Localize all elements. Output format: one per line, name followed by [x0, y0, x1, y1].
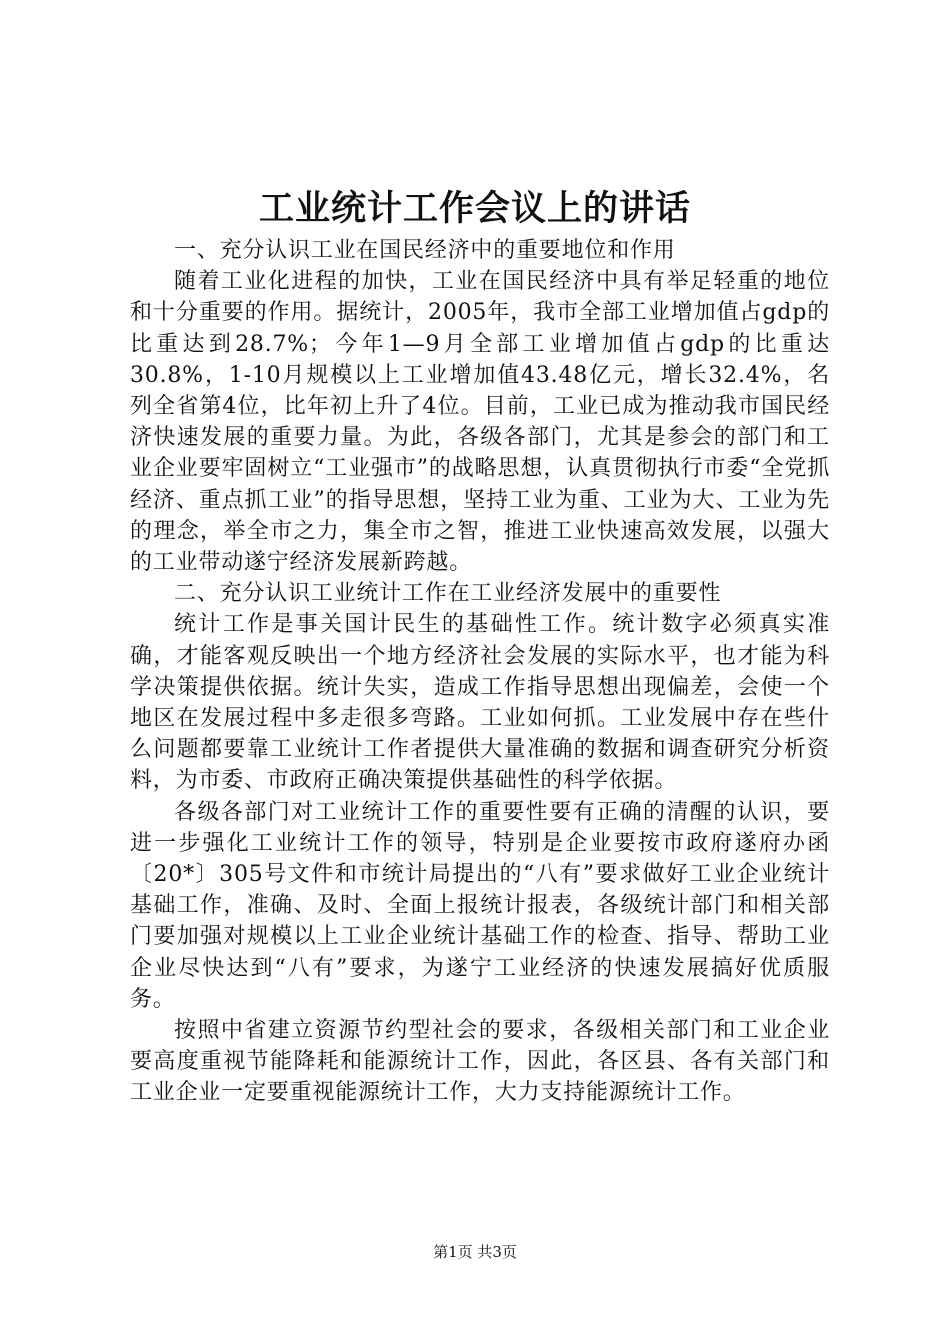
document-title: 工业统计工作会议上的讲话	[258, 188, 691, 229]
paragraph: 随着工业化进程的加快，工业在国民经济中具有举足轻重的地位和十分重要的作用。据统计，2005年，我市全部工业增加值占gdp的比重达到28.7%；今年1—9月全部工业增加值占gdp的比重达30.8%，1-10月规模以上工业增加值43.48亿元，增长32.4%，名列全省第4位，比年初上升了4位。目前，工业已成为推动我市国民经济快速发展的重要力量。为此，各级各部门，尤其是参会的部门和工业企业要牢固树立“工业强市”的战略思想，认真贯彻执行市委“全党抓经济、重点抓工业”的指导思想，坚持工业为重、工业为大、工业为先的理念，举全市之力，集全市之智，推进工业快速高效发展，以强大的工业带动遂宁经济发展新跨越。	[130, 269, 830, 576]
paragraph: 各级各部门对工业统计工作的重要性要有正确的清醒的认识，要进一步强化工业统计工作的领导，特别是企业要按市政府遂府办函〔20*〕305号文件和市统计局提出的“八有”要求做好工业企业统计基础工作，准确、及时、全面上报统计报表，各级统计部门和相关部门要加强对规模以上工业企业统计基础工作的检查、指导、帮助工业企业尽快达到“八有”要求，为遂宁工业经济的快速发展搞好优质服务。	[130, 799, 830, 1012]
section-heading: 二、充分认识工业统计工作在工业经济发展中的重要性	[174, 581, 722, 607]
section-heading: 一、充分认识工业在国民经济中的重要地位和作用	[174, 238, 676, 263]
paragraph: 统计工作是事关国计民生的基础性工作。统计数字必须真实准确，才能客观反映出一个地方经济社会发展的实际水平，也才能为科学决策提供依据。统计失实，造成工作指导思想出现偏差，会使一个地区在发展过程中多走很多弯路。工业如何抓。工业发展中存在些什么问题都要靠工业统计工作者提供大量准确的数据和调查研究分析资料，为市委、市政府正确决策提供基础性的科学依据。	[130, 612, 830, 794]
page-number-footer: 第1页 共3页	[433, 1243, 517, 1261]
document-body	[130, 235, 830, 1109]
paragraph: 按照中省建立资源节约型社会的要求，各级相关部门和工业企业要高度重视节能降耗和能源统计工作，因此，各区县、各有关部门和工业企业一定要重视能源统计工作，大力支持能源统计工作。	[130, 1018, 830, 1106]
